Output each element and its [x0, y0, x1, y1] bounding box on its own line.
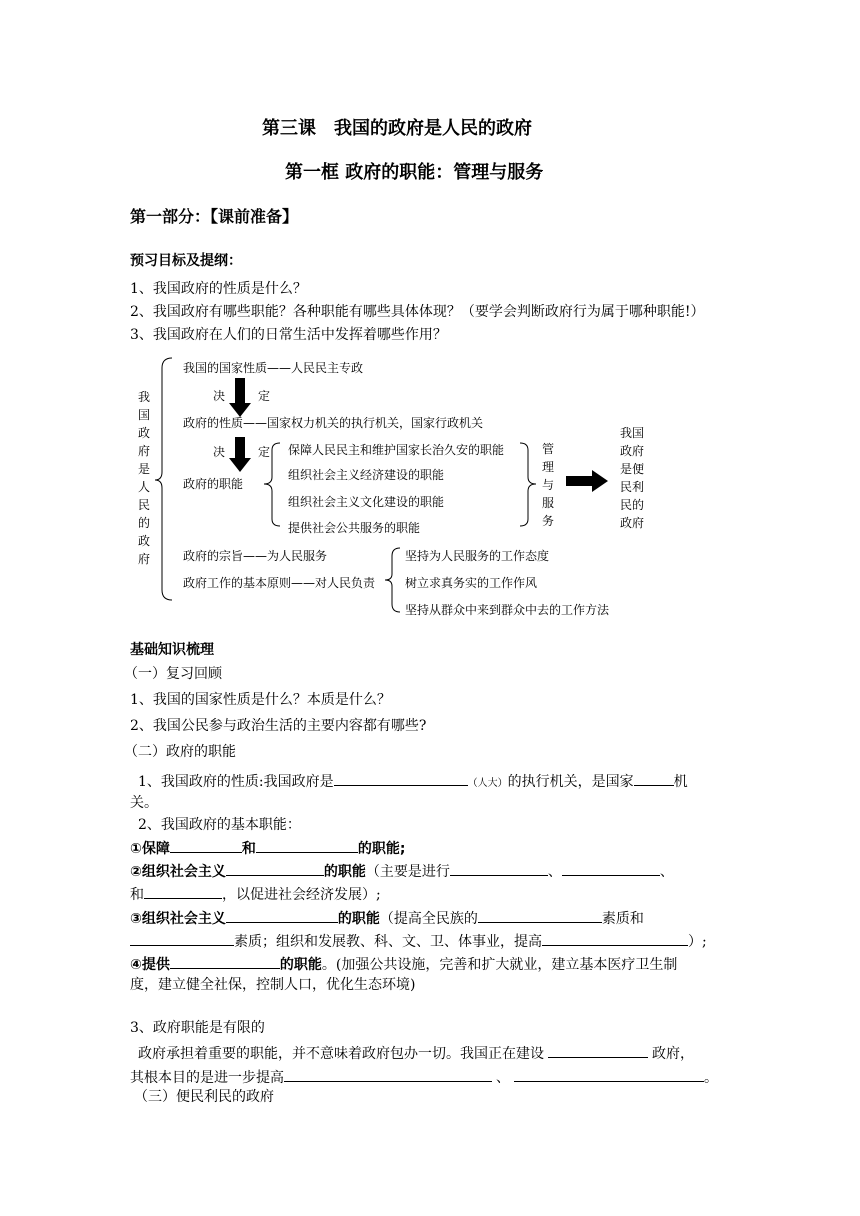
- blank[interactable]: [548, 1043, 648, 1058]
- function-fill-1: ①保障 和 的职能;: [130, 838, 405, 858]
- blank[interactable]: [514, 1067, 704, 1082]
- decide-label: 决: [213, 445, 226, 459]
- function-item: 组织社会主义文化建设的职能: [288, 495, 445, 509]
- question-1-cont: 关。: [130, 795, 158, 811]
- blank[interactable]: [144, 884, 222, 899]
- blank[interactable]: [226, 861, 324, 876]
- function-fill-3: ③组织社会主义 的职能（提高全民族的 素质和: [130, 908, 644, 928]
- blank[interactable]: [542, 931, 688, 946]
- blank[interactable]: [334, 771, 468, 786]
- attitude-item: 坚持从群众中来到群众中去的工作方法: [405, 603, 610, 617]
- function-fill-4: ④提供 的职能。(加强公共设施，完善和扩大就业，建立基本医疗卫生制: [130, 954, 677, 974]
- goal-item: 2、我国政府有哪些职能？各种职能有哪些具体体现？（要学会判断政府行为属于哪种职能!）: [130, 304, 705, 320]
- part-heading: 第一部分：【课前准备】: [130, 207, 299, 226]
- question-3: 3、政府职能是有限的: [130, 1020, 265, 1036]
- attitude-item: 树立求真务实的工作作风: [405, 576, 538, 590]
- function-fill-2: ②组织社会主义 的职能（主要是进行 、 、: [130, 861, 674, 881]
- function-fill-4-cont: 度，建立健全社保，控制人口，优化生态环境): [130, 977, 416, 993]
- blank[interactable]: [256, 838, 358, 853]
- section-3-heading: （三）便民利民的政府: [134, 1089, 274, 1105]
- review-heading: （一）复习回顾: [124, 666, 222, 682]
- function-item: 提供社会公共服务的职能: [288, 521, 421, 535]
- right-arrow-icon: [566, 470, 608, 492]
- attitude-item: 坚持为人民服务的工作态度: [405, 549, 550, 563]
- page-title: 第三课 我国的政府是人民的政府: [262, 118, 532, 139]
- diagram-row: 政府的性质——国家权力机关的执行机关，国家行政机关: [183, 416, 484, 430]
- diagram-row: 政府的宗旨——为人民服务: [183, 549, 328, 563]
- diagram-left-label: 我国政府是人民的政府: [137, 390, 150, 566]
- decide-label: 定: [258, 389, 271, 403]
- functions-heading: （二）政府的职能: [124, 744, 236, 760]
- blank[interactable]: [450, 861, 548, 876]
- page-subtitle: 第一框 政府的职能：管理与服务: [285, 162, 544, 183]
- decide-label: 决: [213, 389, 226, 403]
- diagram-row: 政府工作的基本原则——对人民负责: [183, 576, 376, 590]
- question-3-line2: 其根本目的是进一步提高 、 。: [130, 1067, 718, 1087]
- diagram-row: 我国的国家性质——人民民主专政: [183, 361, 364, 375]
- management-service-label: 管理与服务: [541, 442, 554, 528]
- goal-item: 3、我国政府在人们的日常生活中发挥着哪些作用？: [130, 327, 447, 343]
- goals-heading: 预习目标及提纲：: [130, 253, 242, 269]
- function-item: 保障人民民主和维护国家长治久安的职能: [288, 443, 505, 457]
- blank[interactable]: [284, 1067, 492, 1082]
- review-item: 1、我国的国家性质是什么？本质是什么？: [130, 692, 391, 708]
- decide-arrow: [229, 378, 251, 417]
- blank[interactable]: [562, 861, 660, 876]
- blank[interactable]: [170, 954, 280, 969]
- function-fill-3-cont: 素质；组织和发展教、科、文、卫、体事业，提高 ）;: [130, 931, 707, 951]
- basics-heading: 基础知识梳理: [130, 642, 214, 658]
- goal-item: 1、我国政府的性质是什么？: [130, 281, 307, 297]
- diagram-right-label: 我国政府是便民利民的政府: [619, 426, 644, 530]
- blank[interactable]: [478, 908, 602, 923]
- function-fill-2-cont: 和 ，以促进社会经济发展）;: [130, 884, 381, 904]
- decide-label: 定: [258, 445, 271, 459]
- blank[interactable]: [170, 838, 242, 853]
- blank[interactable]: [130, 931, 234, 946]
- blank[interactable]: [226, 908, 338, 923]
- question-3-line1: 政府承担着重要的职能，并不意味着政府包办一切。我国正在建设 政府，: [138, 1043, 694, 1063]
- function-item: 组织社会主义经济建设的职能: [288, 468, 445, 482]
- decide-arrow: [229, 437, 251, 472]
- question-1: 1、我国政府的性质:我国政府是 （人大）的执行机关，是国家 机: [138, 771, 688, 791]
- blank[interactable]: [634, 771, 674, 786]
- diagram-row: 政府的职能: [183, 477, 244, 491]
- question-2: 2、我国政府的基本职能：: [138, 817, 301, 833]
- review-item: 2、我国公民参与政治生活的主要内容都有哪些?: [130, 718, 427, 734]
